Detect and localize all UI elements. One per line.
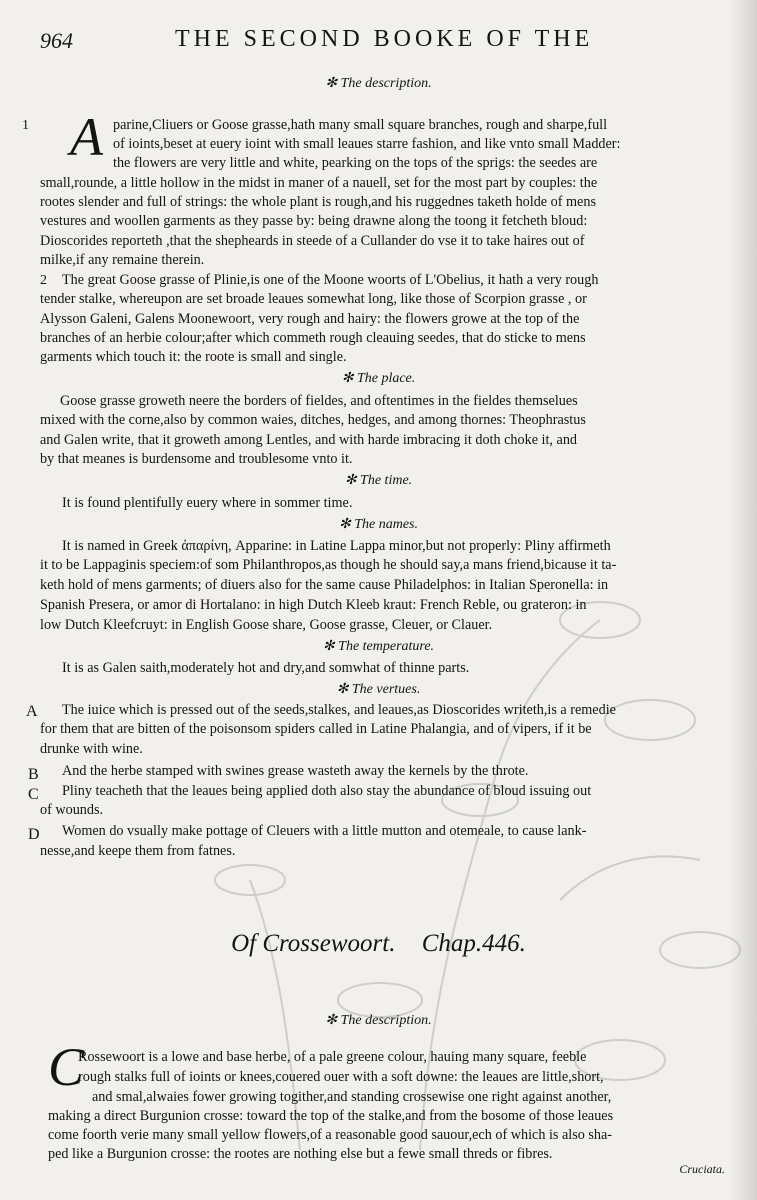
names-line-4: Spanish Presera, or amor di Hortalano: in high Dutch Kleeb kraut: French Reble, ou grateron: in (40, 597, 587, 613)
description-p2-line-5: garments which touch it: the roote is small and single. (40, 349, 347, 365)
description-p2-line-3: Alysson Galeni, Galens Moonewoort, very rough and hairy: the flowers growe at the top of the (40, 311, 580, 327)
drop-cap-a: A (70, 107, 103, 167)
place-line-2: mixed with the corne,also by common waies, ditches, hedges, and among thornes: Theophrastus (40, 412, 586, 428)
page-number: 964 (40, 28, 73, 53)
heading-time: ✻ The time. (344, 473, 413, 488)
place-line-3: and Galen write, that it groweth among Lentles, and with harde imbracing it doth choke it, and (40, 432, 578, 448)
crossewoort-line-2: rough stalks full of ioints or knees,couered ouer with a soft downe: the leaues are little,short, (78, 1069, 604, 1085)
running-head: THE SECOND BOOKE OF THE (175, 26, 594, 52)
heading-temperature: ✻ The temperature. (322, 639, 435, 654)
vertues-a-line-3: drunke with wine. (40, 741, 143, 757)
names-line-2: it to be Lappaginis speciem:of som Philanthropos,as though he should say,a mans friend,bicause it ta- (40, 557, 617, 573)
vertues-c-line-1: Pliny teacheth that the leaues being applied doth also stay the abundance of bloud issuing out (62, 783, 592, 799)
temperature-text: It is as Galen saith,moderately hot and dry,and somwhat of thinne parts. (62, 660, 470, 676)
crossewoort-line-6: ped like a Burgunion crosse: the rootes are nothing else but a fewe small threds or fibres. (48, 1146, 553, 1162)
heading-description-crossewoort: ✻ The description. (325, 1013, 432, 1028)
vertues-a-line-1: The iuice which is pressed out of the seeds,stalkes, and leaues,as Dioscorides writeth,is a remedie (62, 702, 616, 718)
vertues-d-line-2: nesse,and keepe them from fatnes. (40, 843, 236, 859)
description-p1-line-4: small,rounde, a little hollow in the midst in maner of a nauell, set for the most part by couples: the (40, 175, 598, 191)
paragraph-number-2: 2 (40, 273, 47, 288)
names-line-1: It is named in Greek ἀπαρίνη, Apparine: in Latine Lappa minor,but not properly: Pliny affirmeth (62, 538, 611, 554)
margin-letter-b: B (28, 766, 39, 783)
description-p2-line-2: tender stalke, whereupon are set broade leaues somewhat long, like those of Scorpion grasse , or (40, 291, 587, 307)
chapter-title (0, 930, 757, 958)
margin-letter-c: C (28, 786, 39, 803)
place-line-1: Goose grasse groweth neere the borders of fieldes, and oftentimes in the fieldes themselues (60, 393, 578, 409)
description-p1-line-3: the flowers are very little and white, pearking on the tops of the sprigs: the seedes are (113, 155, 598, 171)
description-p1-line-2: of ioints,beset at euery ioint with small leaues starre fashion, and like vnto small Madder: (113, 136, 621, 152)
heading-names: ✻ The names. (338, 517, 418, 532)
crossewoort-line-4: making a direct Burgunion crosse: toward the top of the stalke,and from the bosome of those leaues (48, 1108, 614, 1124)
names-line-5: low Dutch Kleefcruyt: in English Goose share, Goose grasse, Cleuer, or Clauer. (40, 617, 493, 633)
time-text: It is found plentifully euery where in sommer time. (62, 495, 353, 511)
margin-letter-a: A (26, 703, 38, 720)
vertues-b-line-1: And the herbe stamped with swines grease wasteth away the kernels by the throte. (62, 763, 529, 779)
paragraph-number-1: 1 (22, 118, 29, 133)
vertues-a-line-2: for them that are bitten of the poisonsom spiders called in Latine Phalangia, and of vipers, if it be (40, 721, 592, 737)
description-p1-line-5: rootes slender and full of strings: the whole plant is rough,and his ruggednes taketh holde of mens (40, 194, 596, 210)
description-p1-line-1: parine,Cliuers or Goose grasse,hath many small square branches, rough and sharpe,full (113, 117, 608, 133)
place-line-4: by that meanes is burdensome and troublesome vnto it. (40, 451, 353, 467)
heading-vertues: ✻ The vertues. (336, 682, 421, 697)
names-line-3: keth hold of mens garments; of diuers also for the same cause Philadelphos: in Italian Speronella: in (40, 577, 609, 593)
vertues-c-line-2: of wounds. (40, 802, 104, 818)
vertues-d-line-1: Women do vsually make pottage of Cleuers with a little mutton and otemeale, to cause lank- (62, 823, 587, 839)
description-p1-line-7: Dioscorides reporteth ,that the shepheards in steede of a Cullander do vse it to take haires out of (40, 233, 585, 249)
crossewoort-line-1: Rossewoort is a lowe and base herbe, of a pale greene colour, hauing many square, feeble (78, 1049, 587, 1065)
heading-place: ✻ The place. (341, 371, 416, 386)
chapter-name: Of Crossewoort. (231, 930, 396, 957)
crossewoort-line-3: and smal,alwaies fower growing togither,and standing crossewise one right against another, (92, 1089, 612, 1105)
description-p1-line-6: vestures and woollen garments as they passe by: being drawne along the toong it fetcheth bloud: (40, 213, 588, 229)
description-p2-line-4: branches of an herbie colour;after which commeth rough cleauing seedes, that do sticke to mens (40, 330, 586, 346)
chapter-number: Chap.446. (421, 930, 526, 957)
page-header (40, 22, 730, 52)
crossewoort-line-5: come foorth verie many small yellow flowers,of a reasonable good sauour,ech of which is also sha- (48, 1127, 613, 1143)
description-p1-line-8: milke,if any remaine therein. (40, 252, 205, 268)
margin-letter-d: D (28, 826, 40, 843)
description-p2-line-1: The great Goose grasse of Plinie,is one of the Moone woorts of L'Obelius, it hath a very rough (62, 272, 599, 288)
heading-description: ✻ The description. (325, 76, 432, 91)
drop-cap-c: C (48, 1037, 85, 1097)
catchword: Cruciata. (679, 1162, 725, 1176)
